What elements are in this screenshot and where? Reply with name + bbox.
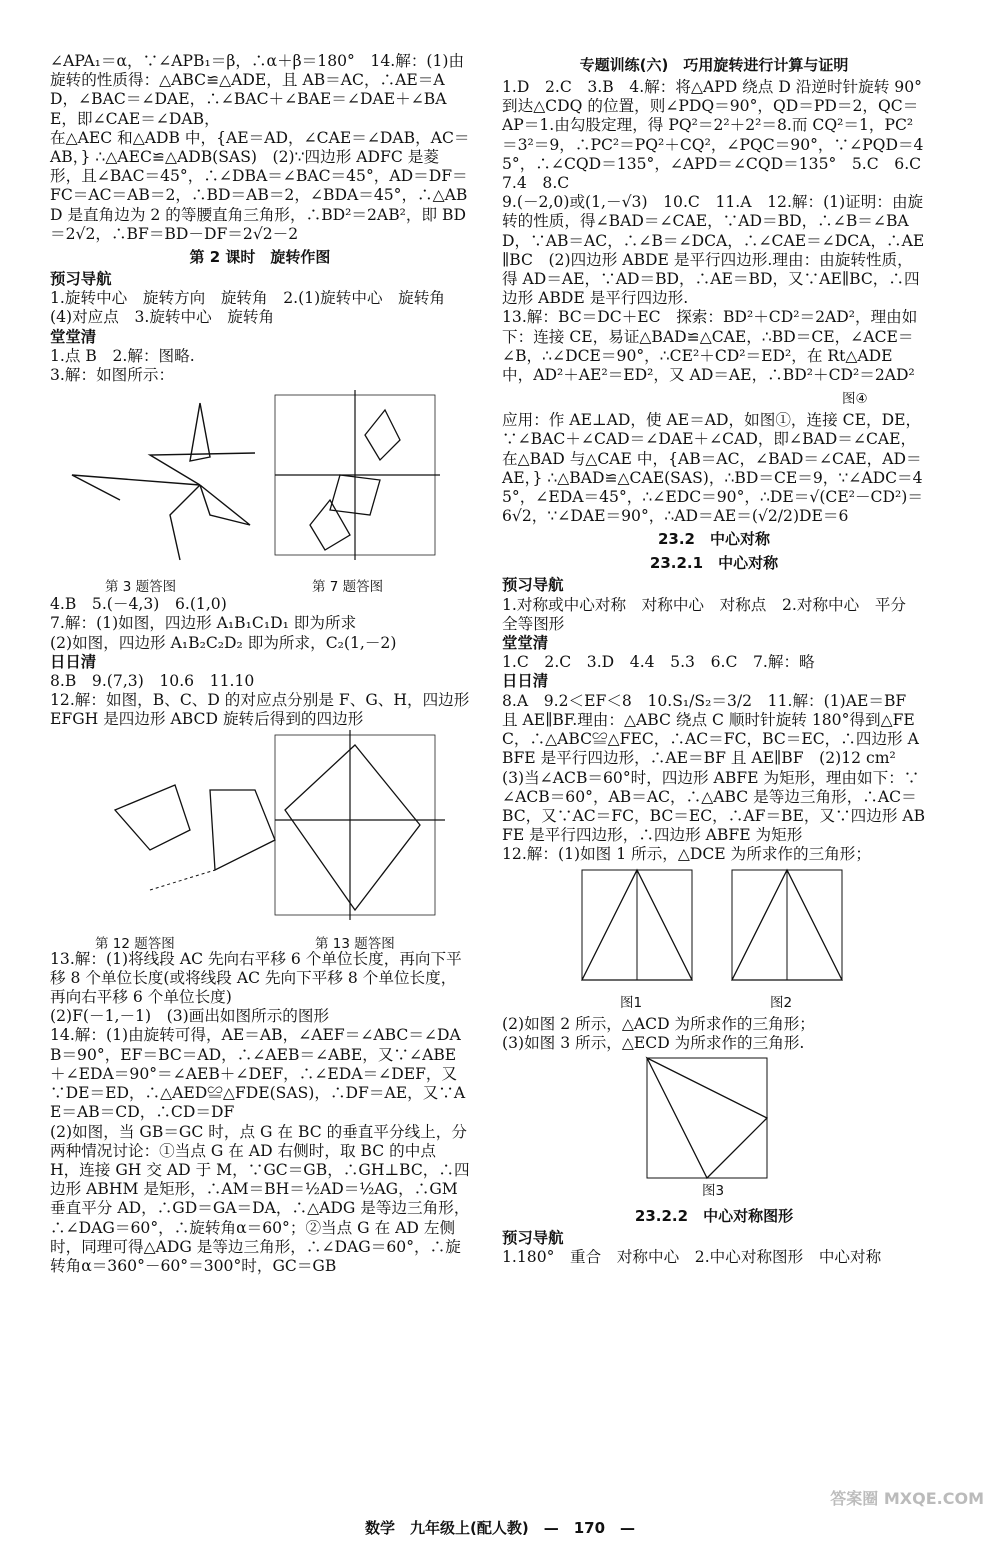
- heading-preview-3: 预习导航: [502, 1228, 564, 1247]
- fig4-wrap: [502, 385, 926, 411]
- pinwheel-figure: [50, 385, 470, 595]
- q7-text: 7.解：(1)如图，四边形 A₁B₁C₁D₁ 即为所求: [50, 614, 357, 633]
- right-para-8: (3)如图 3 所示，△ECD 为所求作的三角形.: [502, 1033, 805, 1052]
- q3-text: 3.解：如图所示：: [50, 366, 175, 385]
- fig3-caption: 图3: [702, 1182, 725, 1199]
- section-23-2-2: 23.2.2 中心对称图形: [634, 1206, 794, 1225]
- q7b-text: (2)如图，四边形 A₁B₂C₂D₂ 即为所求，C₂(1,－2): [50, 633, 397, 652]
- right-para-6: 12.解：(1)如图 1 所示，△DCE 为所求作的三角形；: [502, 845, 871, 864]
- preview-answers-2: 1.对称或中心对称 对称中心 对称点 2.对称中心 平分 全等图形: [502, 595, 922, 633]
- preview-answers: 1.旋转中心 旋转方向 旋转角 2.(1)旋转中心 旋转角 (4)对应点 3.旋转中心 旋转角: [50, 289, 461, 327]
- right-para-3: 13.解：BC＝DC＋EC 探索：BD²＋CD²＝2AD²，理由如下：连接 CE，易证△BAD≌△CAE，∴BD＝CE，∠ACE＝∠B，∴∠DCE＝90°，∴CE²＋CD²＝ED²，在 Rt△ADE 中，AD²＋AE²＝ED²，又 AD＝AE，∴BD²＋CD²＝2AD²: [502, 308, 918, 385]
- q13b-text: (2)F(－1,－1) (3)画出如图所示的图形: [50, 1007, 330, 1026]
- special-training-title: 专题训练(六) 巧用旋转进行计算与证明: [579, 56, 849, 74]
- figures-row-2: [50, 730, 470, 950]
- page-footer: 数学 九年级上(配人教) — 170 —: [364, 1519, 636, 1537]
- right-para-1: 1.D 2.C 3.B 4.解：将△APD 绕点 D 沿逆时针旋转 90°到达△CDQ 的位置，则∠PDQ＝90°，QD＝PD＝2，QC＝AP＝1.由勾股定理，得 PQ²＝2²＋2²＝8.而 CQ²＝1，PC²＝3²＝9，∴PC²＝PQ²＋CQ²，∠PQC＝90°，∵∠PQD＝45°，∴∠CQD＝135°，∠APD＝∠CQD＝135° 5.C 6.C 7.4 8.C: [502, 78, 937, 193]
- section-23-2-1: 23.2.1 中心对称: [649, 554, 779, 573]
- q12-text: 12.解：如图，B、C、D 的对应点分别是 F、G、H，四边形 EFGH 是四边形 ABCD 旋转后得到的四边形: [50, 691, 470, 729]
- class-answers: 1.点 B 2.解：图略.: [50, 346, 195, 365]
- heading-class-2: 堂堂清: [502, 634, 549, 653]
- right-para-2: 9.(－2,0)或(1,－√3) 10.C 11.A 12.解：(1)证明：由旋转的性质，得∠BAD＝∠CAE，∵AD＝BD，∴∠B＝∠BAD，∵AB＝AC，∴∠B＝∠DCA，∴∠CAE＝∠DCA，∴AE∥BC (2)四边形 ABDE 是平行四边形.理由：由旋转性质，得 AD＝AE，∵AD＝BD，∴AE＝BD，又∵AE∥BC，∴四边形 ABDE 是平行四边形.: [502, 193, 925, 308]
- heading-daily: 日日清: [50, 652, 97, 671]
- fig3-caption: 第 3 题答图: [105, 579, 177, 596]
- fig13-caption: 第 13 题答图: [315, 935, 395, 952]
- watermark: 答案圈 MXQE.COM: [830, 1489, 984, 1508]
- fig1-2-wrap: [502, 865, 926, 1015]
- figures-row-1: [50, 385, 470, 595]
- fig3-wrap: [502, 1053, 926, 1203]
- q14-text: 14.解：(1)由旋转可得，AE＝AB，∠AEF＝∠ABC＝∠DAB＝90°，EF＝BC＝AD，∴∠AEB＝∠ABE，又∵∠ABE＋∠EDA＝90°＝∠AEB＋∠DEF，∴∠EDA＝∠DEF，又∵DE＝ED，∴△AED≌△FDE(SAS)，∴DF＝AE，又∵AE＝AB＝CD，∴CD＝DF: [50, 1026, 466, 1122]
- section-23-2: 23.2 中心对称: [657, 530, 770, 549]
- heading-preview: 预习导航: [50, 270, 112, 289]
- right-para-5: 8.A 9.2＜EF＜8 10.S₁/S₂＝3/2 11.解：(1)AE＝BF 且 AE∥BF.理由：△ABC 绕点 C 顺时针旋转 180°得到△FEC，∴△ABC≌△FEC，∴AC＝FC，BC＝EC，∴四边形 ABFE 是平行四边形，∴AE＝BF 且 AE∥BF (2)12 cm² (3)当∠ACB＝60°时，四边形 ABFE 为矩形，理由如下：∵∠ACB＝60°，AB＝AC，∴△ABC 是等边三角形，∴AC＝BC，又∵AC＝FC，BC＝EC，∴AF＝BE，又∵四边形 ABFE 是平行四边形，∴四边形 ABFE 为矩形: [502, 691, 926, 845]
- right-column: [502, 52, 937, 1267]
- lesson-title: 第 2 课时 旋转作图: [189, 248, 331, 267]
- q8-11: 8.B 9.(7,3) 10.6 11.10: [50, 672, 255, 691]
- q14b-text: (2)如图，当 GB＝GC 时，点 G 在 BC 的垂直平分线上，分两种情况讨论：①当点 G 在 AD 右侧时，取 BC 的中点 H，连接 GH 交 AD 于 M，∵GC＝GB，∴GH⊥BC，∴四边形 ABHM 是矩形，∴AM＝BH＝½AD＝½AG，∴GM 垂直平分 AD，∴GD＝GA＝DA，∴△ADG 是等边三角形，∴∠DAG＝60°，∴旋转角α＝60°；②当点 G 在 AD 左侧时，同理可得△ADG 是等边三角形，∴∠DAG＝60°，∴旋转角α＝360°－60°＝300°时，GC＝GB: [50, 1122, 470, 1275]
- fig1-caption: 图1: [620, 994, 643, 1011]
- left-para-2: 在△AEC 和△ADB 中，{AE＝AD，∠CAE＝∠DAB，AC＝AB，} ∴△AEC≌△ADB(SAS) (2)∵四边形 ADFC 是菱形，且∠BAC＝45°，∴∠DBA＝∠BAC＝45°，AD＝DF＝FC＝AC＝AB＝2，∴BD＝AB＝2，∠BDA＝45°，∴△ABD 是直角边为 2 的等腰直角三角形，∴BD²＝2AB²，即 BD＝2√2，∴BF＝BD－DF＝2√2－2: [50, 128, 470, 243]
- fig2-caption: 图2: [770, 994, 793, 1011]
- grid-figure-7: [275, 390, 440, 560]
- fig7-caption: 第 7 题答图: [312, 579, 384, 596]
- right-para-4: 应用：作 AE⊥AD，使 AE＝AD，如图①，连接 CE，DE，∵∠BAC＋∠CAD＝∠DAE＋∠CAD，即∠BAD＝∠CAE，在△BAD 与△CAE 中，{AB＝AC，∠BAD＝∠CAE，AD＝AE，} ∴△BAD≌△CAE(SAS)，∴BD＝CE＝9，∵∠ADC＝45°，∠EDA＝45°，∴∠EDC＝90°，∴DE＝√(CE²－CD²)＝6√2，∵∠DAE＝90°，∴AD＝AE＝(√2/2)DE＝6: [502, 411, 923, 526]
- heading-class: 堂堂清: [50, 327, 97, 346]
- fig4-caption: 图④: [842, 391, 868, 408]
- class-answers-2: 1.C 2.C 3.D 4.4 5.3 6.C 7.解：略: [502, 653, 815, 672]
- preview-answers-3: 1.180° 重合 对称中心 2.中心对称图形 中心对称: [502, 1248, 882, 1267]
- fig12-caption: 第 12 题答图: [95, 935, 175, 952]
- right-para-7: (2)如图 2 所示，△ACD 为所求作的三角形；: [502, 1014, 815, 1033]
- left-para-1: ∠APA₁＝α，∵∠APB₁＝β，∴α＋β＝180° 14.解：(1)由旋转的性质得：△ABC≌△ADE，且 AB＝AC，∴AE＝AD，∠BAC＝∠DAE，∴∠BAC＋∠BAE＝∠DAE＋∠BAE，即∠CAE＝∠DAB，: [50, 52, 465, 128]
- fig12-13-svg: [50, 730, 470, 930]
- heading-preview-2: 预习导航: [502, 576, 564, 595]
- fig3-svg: [502, 1053, 926, 1193]
- q4-6: 4.B 5.(－4,3) 6.(1,0): [50, 595, 227, 614]
- heading-daily-2: 日日清: [502, 672, 549, 691]
- q13-text: 13.解：(1)将线段 AC 先向右平移 6 个单位长度，再向下平移 8 个单位长度(或将线段 AC 先向下平移 8 个单位长度，再向右平移 6 个单位长度): [50, 949, 462, 1007]
- fig1-2-svg: [502, 865, 926, 1005]
- left-column: [50, 52, 470, 1276]
